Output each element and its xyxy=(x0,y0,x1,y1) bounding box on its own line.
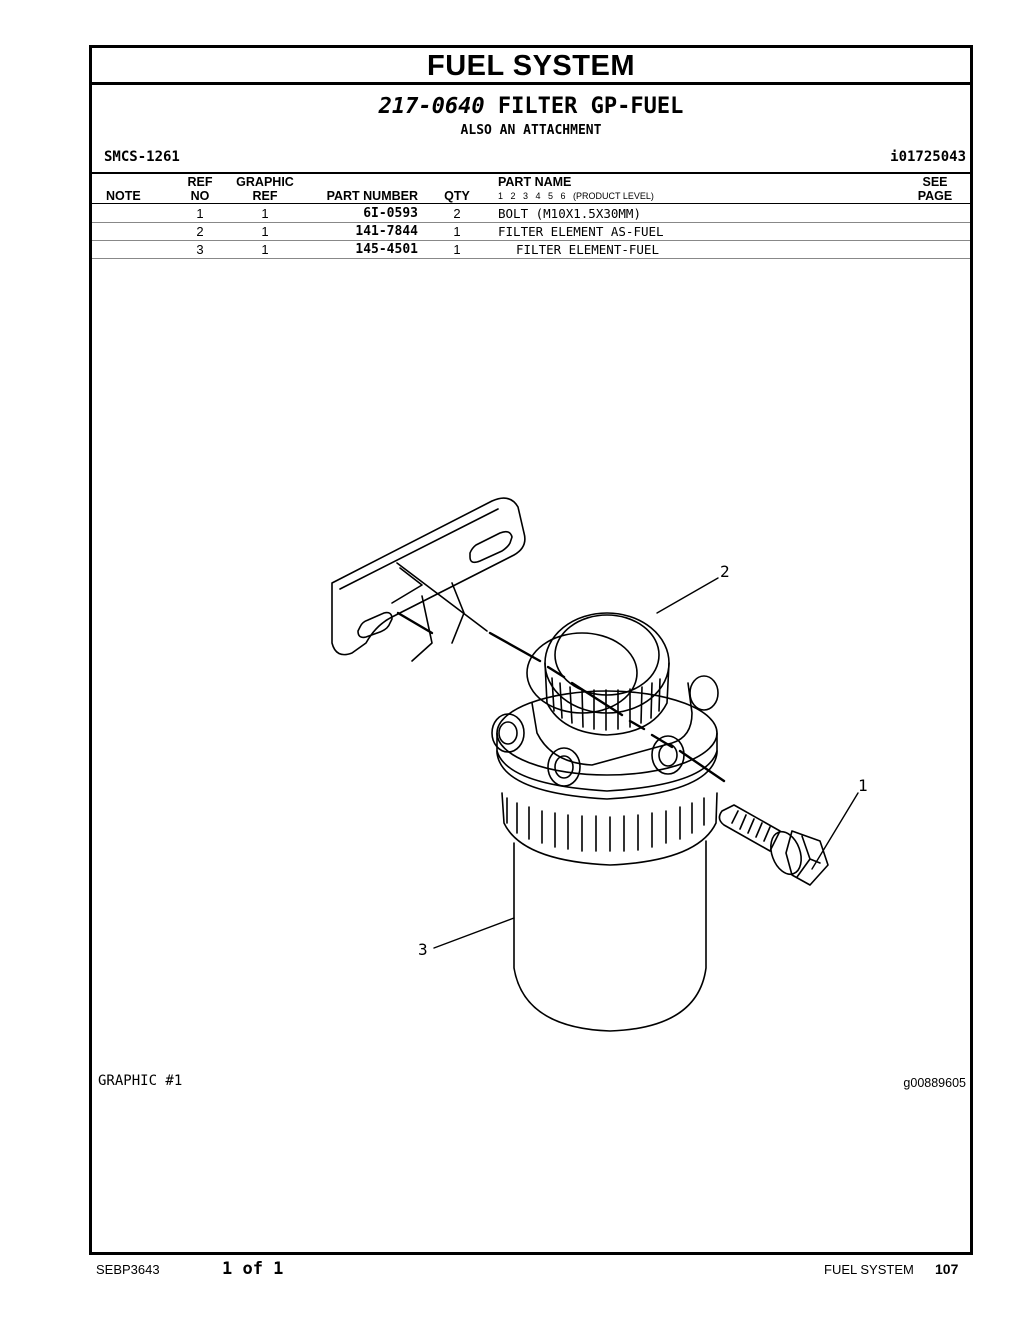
table-row xyxy=(92,205,970,223)
filter-cap-part xyxy=(545,613,669,735)
section-title: FUEL SYSTEM xyxy=(92,48,970,85)
part-name: FILTER ELEMENT AS-FUEL xyxy=(498,224,664,239)
filter-head-part xyxy=(492,633,718,799)
part-name: FILTER ELEMENT-FUEL xyxy=(516,242,659,257)
table-header-rule xyxy=(92,203,970,204)
ref-no: 3 xyxy=(196,242,204,257)
ref-no: 1 xyxy=(196,206,204,221)
illustration-id: i01725043 xyxy=(890,149,966,165)
col-part-number: PART NUMBER xyxy=(326,189,418,203)
graphic-ref: 1 xyxy=(261,224,269,239)
page-number: 107 xyxy=(935,1261,959,1277)
qty: 2 xyxy=(453,206,461,221)
group-part-number[interactable]: 217-0640 xyxy=(378,94,485,119)
group-subtitle: ALSO AN ATTACHMENT xyxy=(460,123,602,138)
smcs-code: SMCS-1261 xyxy=(104,149,180,165)
table-row xyxy=(92,241,970,259)
group-name: FILTER GP-FUEL xyxy=(497,94,684,119)
qty: 1 xyxy=(453,224,461,239)
col-ref-bottom: NO xyxy=(190,189,210,203)
footer-section: FUEL SYSTEM xyxy=(824,1262,914,1277)
callout-2: 2 xyxy=(720,562,730,581)
col-part-name: PART NAME xyxy=(498,175,572,189)
graphic-ref: 1 xyxy=(261,206,269,221)
col-see-top: SEE xyxy=(922,175,948,189)
callout-leaders xyxy=(398,578,858,948)
col-graphic-bottom: REF xyxy=(252,189,278,203)
callout-3: 3 xyxy=(418,940,428,959)
fuel-filter-exploded-view xyxy=(292,493,868,993)
callout-1: 1 xyxy=(858,776,868,795)
group-title xyxy=(92,94,970,119)
table-row xyxy=(92,223,970,241)
bolt-axis-dashes xyxy=(490,633,724,781)
col-product-levels: 1 2 3 4 5 6 (PRODUCT LEVEL) xyxy=(498,191,654,201)
graphic-label: GRAPHIC #1 xyxy=(98,1073,183,1089)
doc-number: SEBP3643 xyxy=(96,1262,160,1277)
part-name: BOLT (M10X1.5X30MM) xyxy=(498,206,641,221)
graphic-id: g00889605 xyxy=(903,1076,966,1090)
col-see-bottom: PAGE xyxy=(917,189,953,203)
col-graphic-top: GRAPHIC xyxy=(236,175,294,189)
part-number-link[interactable]: 145-4501 xyxy=(355,242,418,257)
col-ref-top: REF xyxy=(187,175,213,189)
part-number-link[interactable]: 141-7844 xyxy=(355,224,418,239)
table-top-rule xyxy=(92,172,970,174)
ref-no: 2 xyxy=(196,224,204,239)
parts-page-frame xyxy=(89,45,973,1255)
filter-canister-part xyxy=(502,793,717,1031)
page-of: 1 of 1 xyxy=(222,1259,284,1279)
col-note: NOTE xyxy=(106,189,141,203)
part-number-link[interactable]: 6I-0593 xyxy=(363,206,418,221)
graphic-ref: 1 xyxy=(261,242,269,257)
qty: 1 xyxy=(453,242,461,257)
bolt-part xyxy=(719,805,828,885)
col-qty: QTY xyxy=(444,189,470,203)
center-line-jog xyxy=(392,568,422,603)
